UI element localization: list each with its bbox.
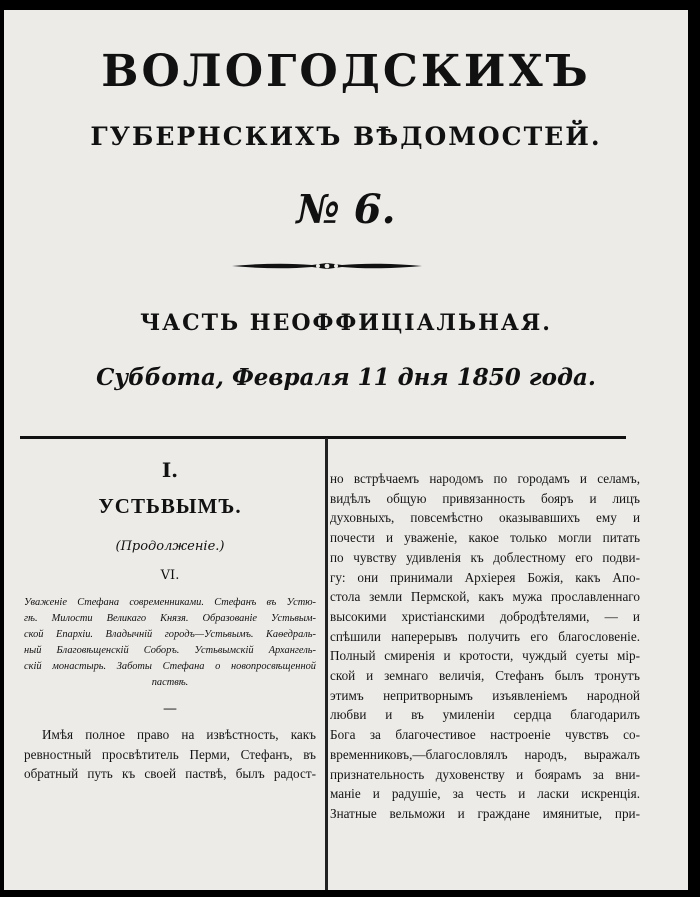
summary-line: ный Благовѣщенскій Соборъ. Устьвымскій Архангель-: [24, 645, 316, 656]
text-line: Бога за благочестивое настроеніе чувствъ со-: [330, 727, 640, 743]
text-line: любви и въ умиленіи сердца благодарилъ: [330, 707, 640, 723]
text-line: Полный смиренія и кротости, чуждый суеты мір-: [330, 648, 640, 664]
text-line: ревностный просвѣтитель Перми, Стефанъ, въ: [24, 746, 316, 762]
text-line: видѣлъ общую привязанность бояръ и лицъ: [330, 490, 640, 506]
chapter-summary: [20, 595, 320, 691]
text-line: временниковъ,—благословлялъ народъ, выражалъ: [330, 746, 640, 762]
article-number: I.: [161, 458, 179, 482]
left-column: [20, 450, 320, 784]
issue-number: № 6.: [296, 186, 396, 233]
text-line: спѣшили наперерывъ получить его благословеніе.: [330, 628, 640, 644]
article-title: УСТЬВЫМЪ.: [98, 494, 242, 518]
masthead-subtitle: ГУБЕРНСКИХЪ ВѢДОМОСТЕЙ.: [90, 122, 602, 151]
summary-line: Уваженіе Стефана современниками. Стефанъ въ Устю-: [24, 597, 316, 608]
summary-line: гѣ. Милости Великаго Князя. Образованіе Устьвым-: [24, 613, 316, 624]
section-heading: ЧАСТЬ НЕОФФИЦІАЛЬНАЯ.: [140, 310, 552, 336]
text-line: духовныхъ, повсемѣстно оказывавшихъ ему и: [330, 510, 640, 526]
text-line: маніе и радушіе, за честь и ласки искренція.: [330, 786, 640, 802]
newspaper-page: [4, 10, 688, 890]
text-line: признательность духовенству и боярамъ за вни-: [330, 766, 640, 782]
header-rule: [20, 436, 626, 439]
text-line: высокими христіанскими добродѣтелями, — и: [330, 608, 640, 624]
text-line: ской и земнаго величія, Стефанъ былъ тронутъ: [330, 668, 640, 684]
right-column: [330, 469, 640, 824]
summary-line: паствѣ.: [151, 677, 189, 688]
summary-line: скій монастырь. Заботы Стефана о новопросвѣщенной: [24, 661, 316, 672]
text-line: почести и уваженіе, какое только могли питать: [330, 530, 640, 546]
text-line: гу: они принимали Архіерея Божія, какъ Апо-: [330, 569, 640, 585]
text-line: Знатные вельможи и граждане имянитые, при-: [330, 805, 640, 821]
text-line: обратный путь къ своей паствѣ, былъ радост-: [24, 766, 316, 782]
column-divider: [325, 438, 328, 890]
left-body-text: [20, 725, 320, 784]
text-line: по чувству удивленія къ доблестному его подви-: [330, 549, 640, 565]
scan-edge: [688, 0, 700, 897]
summary-line: ской Епархіи. Владычній городъ—Устьвымъ. Каѳедраль-: [24, 629, 316, 640]
text-line: Имѣя полное право на извѣстность, какъ: [42, 727, 316, 742]
continuation-note: (Продолженіе.): [115, 539, 225, 554]
ornament-divider-icon: [232, 260, 422, 272]
text-line: стола земли Пермской, какъ мужа прославленнаго: [330, 589, 640, 605]
issue-date: Суббота, Февраля 11 дня 1850 года.: [96, 364, 596, 391]
masthead-title: ВОЛОГОДСКИХЪ: [101, 46, 591, 97]
chapter-number: VI.: [160, 568, 180, 583]
text-line: этимъ непритворнымъ изъявленіемъ народной: [330, 687, 640, 703]
separator-dash: —: [163, 701, 177, 717]
text-line: но встрѣчаемъ народомъ по городамъ и селамъ,: [330, 471, 640, 486]
